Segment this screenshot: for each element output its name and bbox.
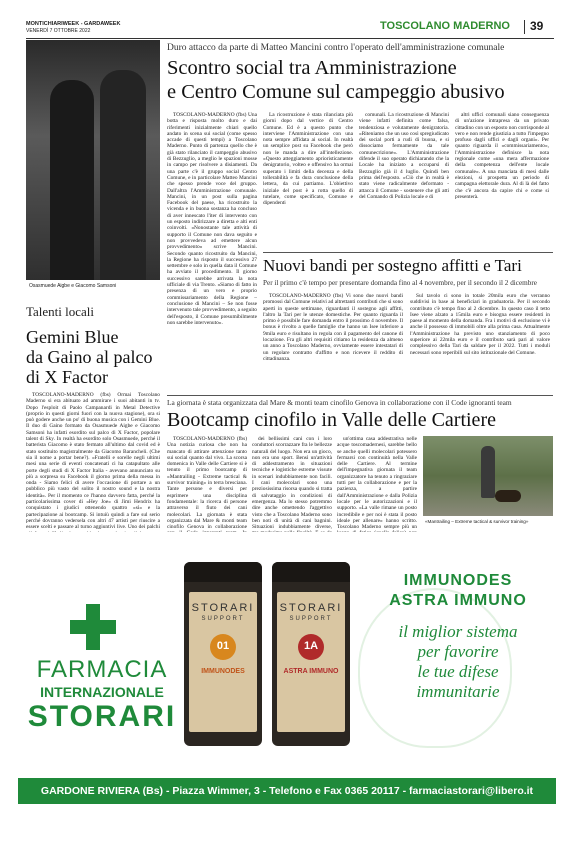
article1-title-line1: Scontro social tra Amministrazione (167, 57, 457, 79)
article3-col2 (410, 293, 550, 391)
ad-headline-1: IMMUNODES (403, 572, 513, 589)
article1-kicker: Duro attacco da parte di Matteo Mancini contro l'operato dell'amministrazione comunale (167, 43, 505, 53)
article1-col1-text: TOSCOLANO-MADERNO (fbs) Una botta e risposta molto duro e dai riferimenti inizialmente chiari quello andato in scena sui social (come spesso accade di questi tempi) a Toscolano Maderno. Punto di partenza quello che è già stato rilanciato il campeggio abusivo di Bezzuglio, a meglio le spazioni mosse in campo per risolvere a disiamenti. Da una parte c'è il gruppo social Centro Comune, e in particolare Matteo Mancini che spesso prende voce del gruppo. Dall'altra l'Amministrazione comunale. Mancini, in un post sulla pagina Facebook del paese, ha ricostruito la vicenda e in buona sostanza ha concluso di aver innescato l'iter di intervento con un esposto indirizzare a diretta e alti enti coinvolti. «Nonostante tale attività di supporto il Comune non dava seguito e non provvedeva ad emettere alcun provvedimento» scrive Mancini. Secondo quanto ricostruito da Mancini, la Regione ha risposto il successivo 27 settembre e solo in quella data il Comune ha avviato il procedimento. Il giorno successivo sarebbe arrivata la nota ufficiale di via Trento. «Siamo di fatto in presenza di un vero e proprio commissariamento della Regione – conclusione di Mancini – Se non fosse intervenuto tale provvedimento, a seguito dell'esposto, il Comune presumibilmente non sarebbe intervenuto». (167, 112, 257, 326)
article1-col4 (455, 112, 549, 250)
article1-title-line2: e Centro Comune sul campeggio abusivo (167, 81, 505, 103)
article2-title (26, 327, 152, 387)
article2-title-line2: da Gaino al palco (26, 347, 153, 367)
article1-col3 (359, 112, 449, 250)
ad-footer-bar (18, 778, 556, 804)
ad-slogan (363, 622, 553, 702)
article3-subtitle: Per il primo c'è tempo per presentare domanda fino al 4 novembre, per il secondo il 2 dicembre (263, 279, 537, 287)
article3-col1-text: TOSCOLANO-MADERNO (fbs) Vi sono due nuovi bandi promossi dal Comune relativi ad altrettanti contributi che si sono aperti in queste settimane, riguardanti il sostegno agli affitti, l'altro la Tari per le utenze domestiche. Per quanto riguarda il primo è possibile fare domanda entro il prossimo 4 novembre. Il bonus è rivolto a quelle famiglie che hanno un Isee inferiore a 9mila euro e risultano in regola con il pagamento del canone di locazione. Fra gli altri requisiti citiamo la residenza da almeno un anno a Toscolano Maderno, ovviamente essere intestatari di un regolare contratto d'affitto e non ricevere il reddito di cittadinanza. (263, 293, 403, 362)
ad-logo-cross-icon (70, 604, 116, 650)
article4-col3 (337, 436, 417, 531)
ad-headline-2: ASTRA IMMUNO (389, 592, 527, 609)
ad-footer-text: GARDONE RIVIERA (Bs) - Piazza Wimmer, 3 - Telefono e Fax 0365 20117 - farmaciastorari@libero.it (40, 785, 534, 797)
ad-jar2-sub: SUPPORT (289, 616, 333, 622)
article4-col2 (252, 436, 332, 531)
ad-jar2-num: 1A (303, 640, 319, 652)
article4-photo-caption: «Mantrailing – Extreme tactical & survivor training» (425, 519, 529, 524)
ad-slogan-line1: il miglior sistema (398, 622, 518, 641)
ad-brand-line2: INTERNAZIONALE (40, 684, 164, 700)
header-page-number: 39 (530, 19, 544, 33)
article2-text-body: TOSCOLANO-MADERNO (fbs) Ormai Toscolano Maderno si era abituato ad ammirare i suoi abitanti in tv. Dopo l'esploit di Paolo Campanardi in Metal Detective (proprio in questi giorni fuori con la nuova stagione), ora si può godere anche un po' di buona musica con i Gemini Blue. Il duo di Gaino formato da Osasmuede Aigbe e Giacomo Samsoni ha infatti esordito sul palco di X Factor, popolare talent di Sky. In realtà ha esordito solo Osasmuede, perché il batterista Giacomo è stato fermato all'ultimo dal covid ed è stato sostituito magistralmente da Giacomo Barancheli. (Che sia il nome a portar bene?). «Fratelli e sorelle negli ultimi mesi una serie di eventi concatenati ci ha catapultato alle porte degli studi di X Factor Italia - avevano annunciato su più a sorpresa su Facebook il giorno prima della messa in onda - Siamo felici di avere l'occasione di portare a un pubblico più vasto del solito il nostro sound e la nostra identità». Per il momento ce l'hanno davvero fatta, perché la particolarissima cover di «Hey Joe» di Jimi Hendrix ha conquistato i giudici ottenendo quattro «sì» e la partecipazione ai bootcamp. Si intuiù quindi a fare sul serio perché dovranno vedersela con altri 47 artisti per riuscire a essere scelti e passare al turno aggiuntivi live. Uno dei palchi (26, 392, 160, 531)
article3-col1 (263, 293, 403, 391)
ad-jar1-sub: SUPPORT (201, 616, 245, 622)
ad-brand-line1: FARMACIA (36, 656, 168, 683)
article2-photo (26, 40, 160, 280)
article1-col4-text: altri uffici comunali siano conseguenza di un'azione intrapresa da un privato cittadino con un esposto non corrisponde al vero e non rende giustizia a tutto l'impegno profuso dagli uffici e dagli organi». Per quanto riguarda il «commissariamento», l'Amministrazione definisce la nota regionale come «una mera affermazione della competenza dell'ente locale comunale». A una manciata di mesi dalle elezioni, si prospetta un periodo di campagna elettorale dura. Al di là del fatto che c'è ancora da capire chi e come si presenterà. (455, 112, 549, 200)
article2-photo-caption: Osasmuede Aigbe e Giacomo Samsoni (29, 283, 117, 289)
ad-jar1-name: IMMUNODES (201, 668, 245, 675)
article4-title: Bootcamp cinofilo in Valle delle Cartiere (167, 409, 496, 431)
ad-product-jar-2 (272, 562, 350, 746)
article2-kicker: Talenti locali (26, 304, 95, 319)
ad-banner[interactable] (18, 532, 556, 808)
article4-col1 (167, 436, 247, 531)
article1-col2 (263, 112, 353, 250)
ad-jar2-name: ASTRA IMMUNO (283, 668, 339, 675)
article1-col3-text: comunali. La ricostruzione di Mancini viene infatti definita come falsa, tendenziosa e volutamente denigratoria. «Riteniamo che un uso così spregiudicato dei social porti a rudi di buona, e si dissociamo fermamente da tale comunecrizione». L'Amministrazione difende il suo operato dichiarando che la Locale ha iniziato a occuparsi di Bezzuglio già il 4 luglio. Quindi ben prima dell'esposto. «Ciò che in realtà è stato viene radicalmente deformato - attacca il Comune - sostenere che gli atti del Comando di Polizia locale e di (359, 112, 449, 200)
ad-product-jar-1 (184, 562, 262, 746)
article1-col1 (167, 112, 257, 326)
ad-brand (22, 656, 182, 734)
header-paper-name: MONTICHIARIWEEK - GARDAWEEK (26, 21, 121, 27)
article2-title-line1: Gemini Blue (26, 327, 119, 347)
ad-brand-line3: STORARI (27, 700, 177, 733)
article2-photo-figure-left (50, 80, 94, 280)
article4-col1-text: TOSCOLANO-MADERNO (fbs) Una notizia curiosa che non ha mancato di attirare attenzione tanto sui social quanto dal vivo. La scorsa domenica in Valle delle Cartiere si è tenuto il primo bootcamp di «Mantrailing - Extreme tactical & survivor training» in terra bresciana. Tante persone e diversi per esprimere una disciplina fondamentale: la ricerca di persone attraverso il fiuto dei cani molecolari. La giornata è stata organizzata dal Mare & monti team cinofilo Genova in collaborazione (167, 436, 247, 531)
article3-col2-text: Sul tavolo ci sono in totale 20mila euro che verranno suddivisi in base ai beneficiari in graduatoria. Per il secondo contributo c'è tempo fino al 2 dicembre. In questo caso il tetto Isee viene alzato a 15mila euro e bisogna essere residenti in paese al momento della domanda. Fra i motivi di esclusione vi è anche il possesso di immobili oltre alla prima casa. Attualmente l'Amministrazione ha previsto uno stanziamento di poco superiore ai 22mila euro e il contributo sarà pari al valore complessivo della Tari da saldare per il 2022. Tutti i moduli necessari sono reperibili sul sito istituzionale del Comune. (410, 293, 550, 356)
article3-top-rule (263, 252, 553, 253)
ad-jar2-brand: STORARI (279, 602, 343, 614)
header-date: VENERDÌ 7 OTTOBRE 2022 (26, 28, 91, 34)
article4-photo-person (481, 446, 495, 498)
header-section: TOSCOLANO MADERNO (380, 20, 510, 32)
header-rule (26, 38, 554, 39)
article2-title-line3: di X Factor (26, 367, 108, 387)
ad-slogan-line4: immunitarie (416, 682, 500, 701)
ad-slogan-line3: le tue difese (417, 662, 499, 681)
article4-col3-text: un'ottima casa addestrativa nelle acque toscomadernesi, sarebbe bello se anche quelli molecolari potessero fermarsi con continuità nella Valle delle Cartiere. Al termine dell'impegnativa giornata il team organizzatore ha tenuto a ringraziare tutti per la collaborazione e per la pazienza, a partire dall'Amministrazione e dalla Polizia locale per le autorizzazioni e il supporto. «La valle rimane un posto incredibile e per noi è stata il posto ideale per allenare» hanno scritto. Toscolano Maderno sempre più un (337, 436, 417, 531)
article4-col2-text: dei bellissimi cani con i loro conduttori scorrazzare fra le bellezze naturali del luogo. Non era un gioco, non era uno sport. Bensì un'attività di addestramento in situazioni tecniche e logistiche estreme vissute in scenari indubbiamente non facili. I cani molecolari sono una preziosissima risorsa quando si tratta di salvataggio in condizioni di emergenza. Ma lo stesso potremmo dire anche omettendo l'aggettivo visto che a Toscolano Maderno sono ben noti di unità di cani bagnini. Situazioni indubbiamente diverse, (252, 436, 332, 531)
article1-col2-text: La ricostruzione è stata rilanciata più giorni dopo dal vertice di Centro Comune. Ed è a questo punto che interviene l'Amministrazione con una nota sempre affidata ai social. In realtà un semplice post su Facebook che però non le manda a dire all'intellezione. «Questo atteggiamento aprioristicamente denigratorio, volteo e offensivo ha ormai superato i limiti della decenza e della tollerabilità e fa dura conclusione della lettera, da cui partiamo. L'obiettivo iniziale del post è a rotta quello di tutelare, come specificato, Comune e dipendenti (263, 112, 353, 207)
article1-title (167, 56, 505, 104)
article4-photo-dog (495, 490, 521, 502)
ad-slogan-line2: per favorire (417, 642, 499, 661)
header-divider-vertical (524, 20, 525, 34)
article2-text (26, 392, 160, 531)
article2-photo-figure-right (100, 70, 146, 280)
ad-jar1-brand: STORARI (191, 602, 255, 614)
article3-title: Nuovi bandi per sostegno affitti e Tari (263, 256, 522, 275)
article4-kicker: La giornata è stata organizzata dal Mare & monti team cinofilo Genova in collaborazione con il Code ignoranti team (167, 398, 512, 407)
article4-top-rule (167, 395, 553, 396)
ad-jar1-num: 01 (216, 640, 230, 652)
article4-photo (423, 436, 553, 516)
